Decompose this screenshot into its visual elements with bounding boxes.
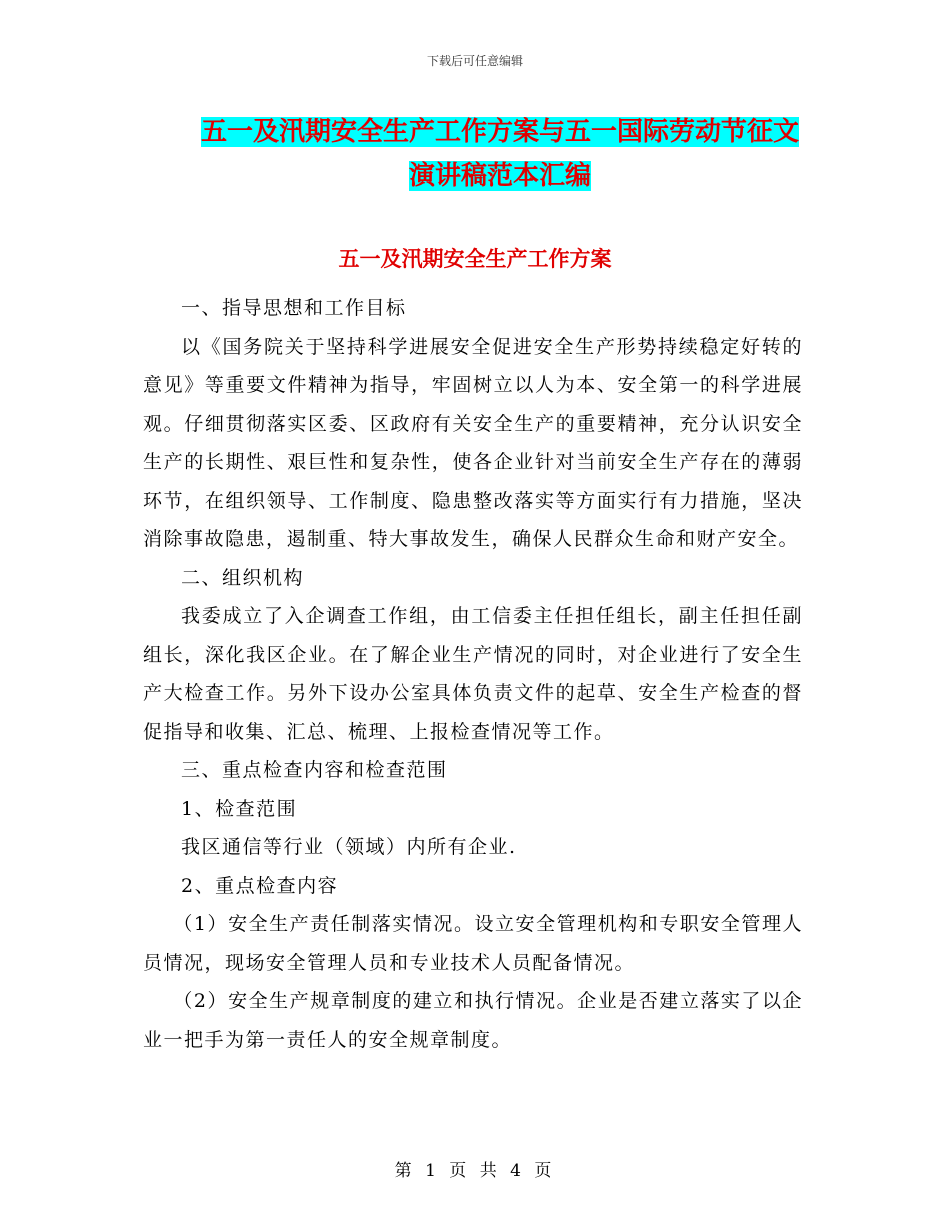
- paragraph: 我区通信等行业（领域）内所有企业.: [181, 836, 517, 858]
- document-title-line-1: 五一及汛期安全生产工作方案与五一国际劳动节征文: [200, 117, 799, 147]
- section-title: 五一及汛期安全生产工作方案: [338, 247, 612, 271]
- paragraph-subheading: 2、重点检查内容: [181, 874, 339, 897]
- paragraph: （2）安全生产规章制度的建立和执行情况。企业是否建立落实了以企业一把手为第一责任人的安全规章制度。: [143, 990, 803, 1051]
- paragraph-heading-3: 三、重点检查内容和检查范围: [181, 759, 448, 781]
- paragraph: 以《国务院关于坚持科学进展安全促进安全生产形势持续稳定好转的意见》等重要文件精神为指导，牢固树立以人为本、安全第一的科学进展观。仔细贯彻落实区委、区政府有关安全生产的重要精神，充分认识安全生产的长期性、艰巨性和复杂性，使各企业针对当前安全生产存在的薄弱环节，在组织领导、工作制度、隐患整改落实等方面实行有力措施，坚决消除事故隐患，遏制重、特大事故发生，确保人民群众生命和财产安全。: [143, 335, 803, 550]
- paragraph-subheading: 1、检查范围: [181, 797, 298, 820]
- paragraph-heading-1: 一、指导思想和工作目标: [181, 297, 407, 319]
- document-body: [143, 289, 803, 1059]
- paragraph: （1）安全生产责任制落实情况。设立安全管理机构和专职安全管理人员情况，现场安全管理人员和专业技术人员配备情况。: [143, 913, 803, 974]
- page-footer: 第 1 页 共 4 页: [394, 1161, 556, 1181]
- document-title: [190, 110, 810, 198]
- document-title-line-2: 演讲稿范本汇编: [408, 161, 591, 191]
- paragraph: 我委成立了入企调查工作组，由工信委主任担任组长，副主任担任副组长，深化我区企业。在了解企业生产情况的同时，对企业进行了安全生产大检查工作。另外下设办公室具体负责文件的起草、安全生产检查的督促指导和收集、汇总、梳理、上报检查情况等工作。: [143, 605, 803, 743]
- paragraph-heading-2: 二、组织机构: [181, 566, 305, 589]
- header-note: 下载后可任意编辑: [426, 54, 523, 68]
